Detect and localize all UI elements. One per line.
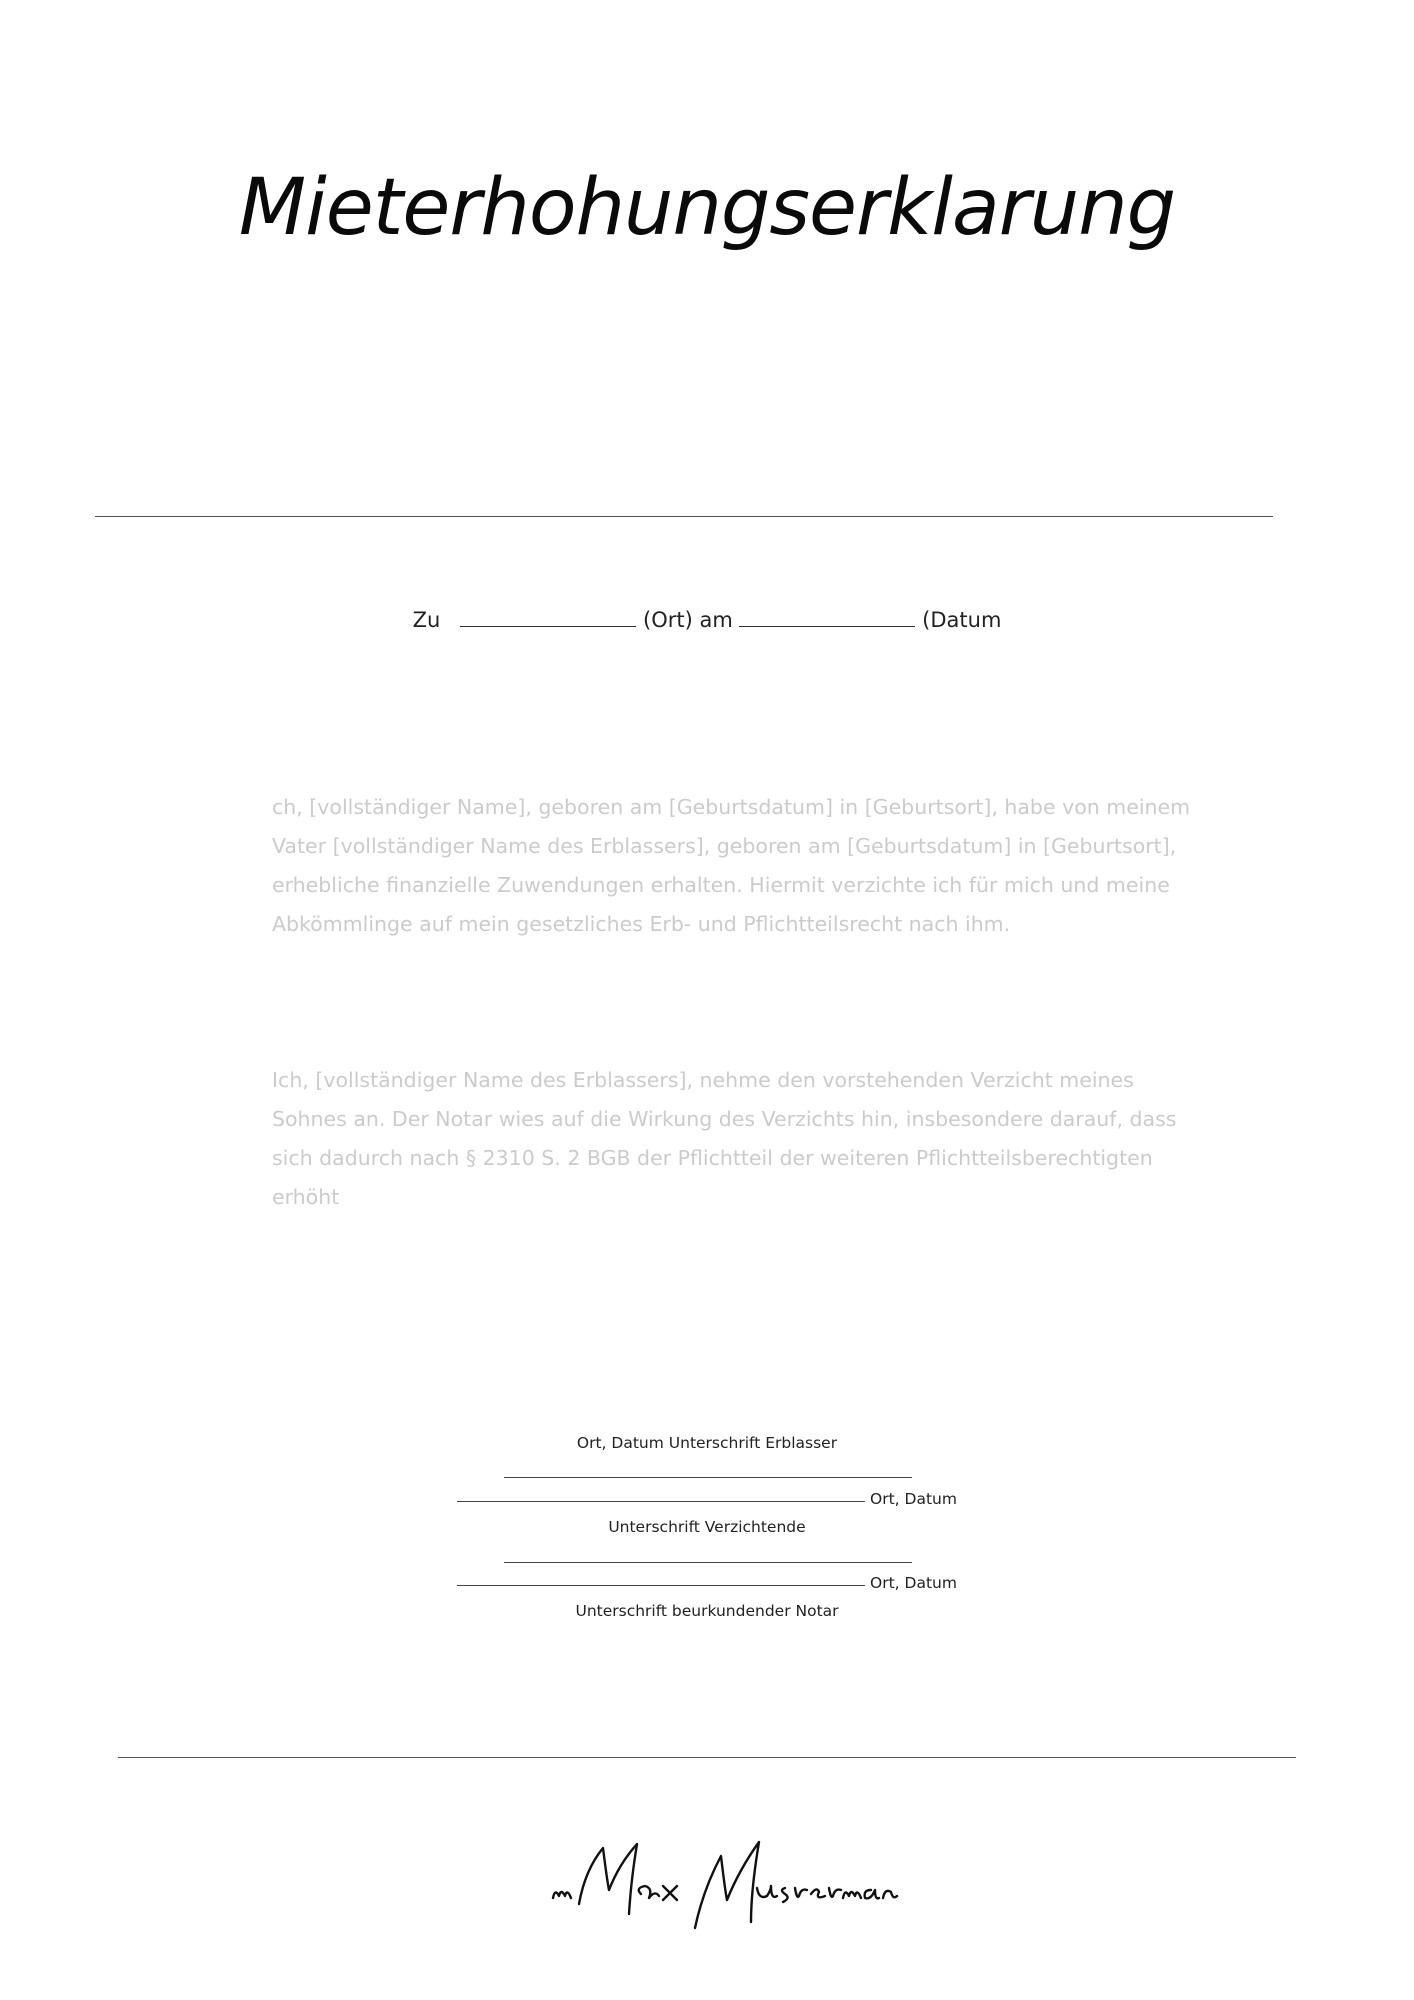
place-date-line: [0, 605, 1414, 635]
signature-line-verzichtende[interactable]: [457, 1501, 865, 1502]
place-label: (Ort) am: [643, 608, 733, 632]
body-paragraph-waiver: ch, [vollständiger Name], geboren am [Geburtsdatum] in [Geburtsort], habe von meinem Vater [vollständiger Name des Erblassers], geboren am [Geburtsdatum] in [Geburtsort], erhebliche finanzielle Zuwendungen erhalten. Hiermit verzichte ich für mich und meine Abkömmlinge auf mein gesetzliches Erb- und Pflichtteilsrecht nach ihm.: [272, 795, 1191, 936]
date-label: (Datum: [922, 608, 1002, 632]
signature-line-erblasser[interactable]: [504, 1477, 912, 1478]
signature-heading: Ort, Datum Unterschrift Erblasser: [576, 1434, 838, 1452]
signature-row-2: [0, 1572, 1414, 1594]
document-title: Mieterhohungserklarung: [238, 163, 1176, 253]
body-paragraph-acceptance: Ich, [vollständiger Name des Erblassers], nehme den vorstehenden Verzicht meines Sohnes an. Der Notar wies auf die Wirkung des Verzichts hin, insbesondere darauf, dass sich dadurch nach § 2310 S. 2 BGB der Pflichtteil der weiteren Pflichtteilsberechtigten erhöht: [272, 1068, 1177, 1209]
place-date-prefix: Zu: [412, 608, 441, 632]
bottom-divider: [118, 1757, 1296, 1758]
signature-line-extra[interactable]: [504, 1562, 912, 1563]
top-divider: [95, 516, 1273, 517]
ort-datum-label-2: Ort, Datum: [870, 1574, 957, 1592]
handwritten-signature: [545, 1830, 905, 1940]
label-notar: Unterschrift beurkundender Notar: [575, 1602, 839, 1620]
date-blank-field[interactable]: [739, 606, 915, 627]
signature-row-1: [0, 1488, 1414, 1510]
place-blank-field[interactable]: [460, 606, 636, 627]
label-verzichtende: Unterschrift Verzichtende: [608, 1518, 806, 1536]
signature-line-notar[interactable]: [457, 1585, 865, 1586]
ort-datum-label-1: Ort, Datum: [870, 1490, 957, 1508]
